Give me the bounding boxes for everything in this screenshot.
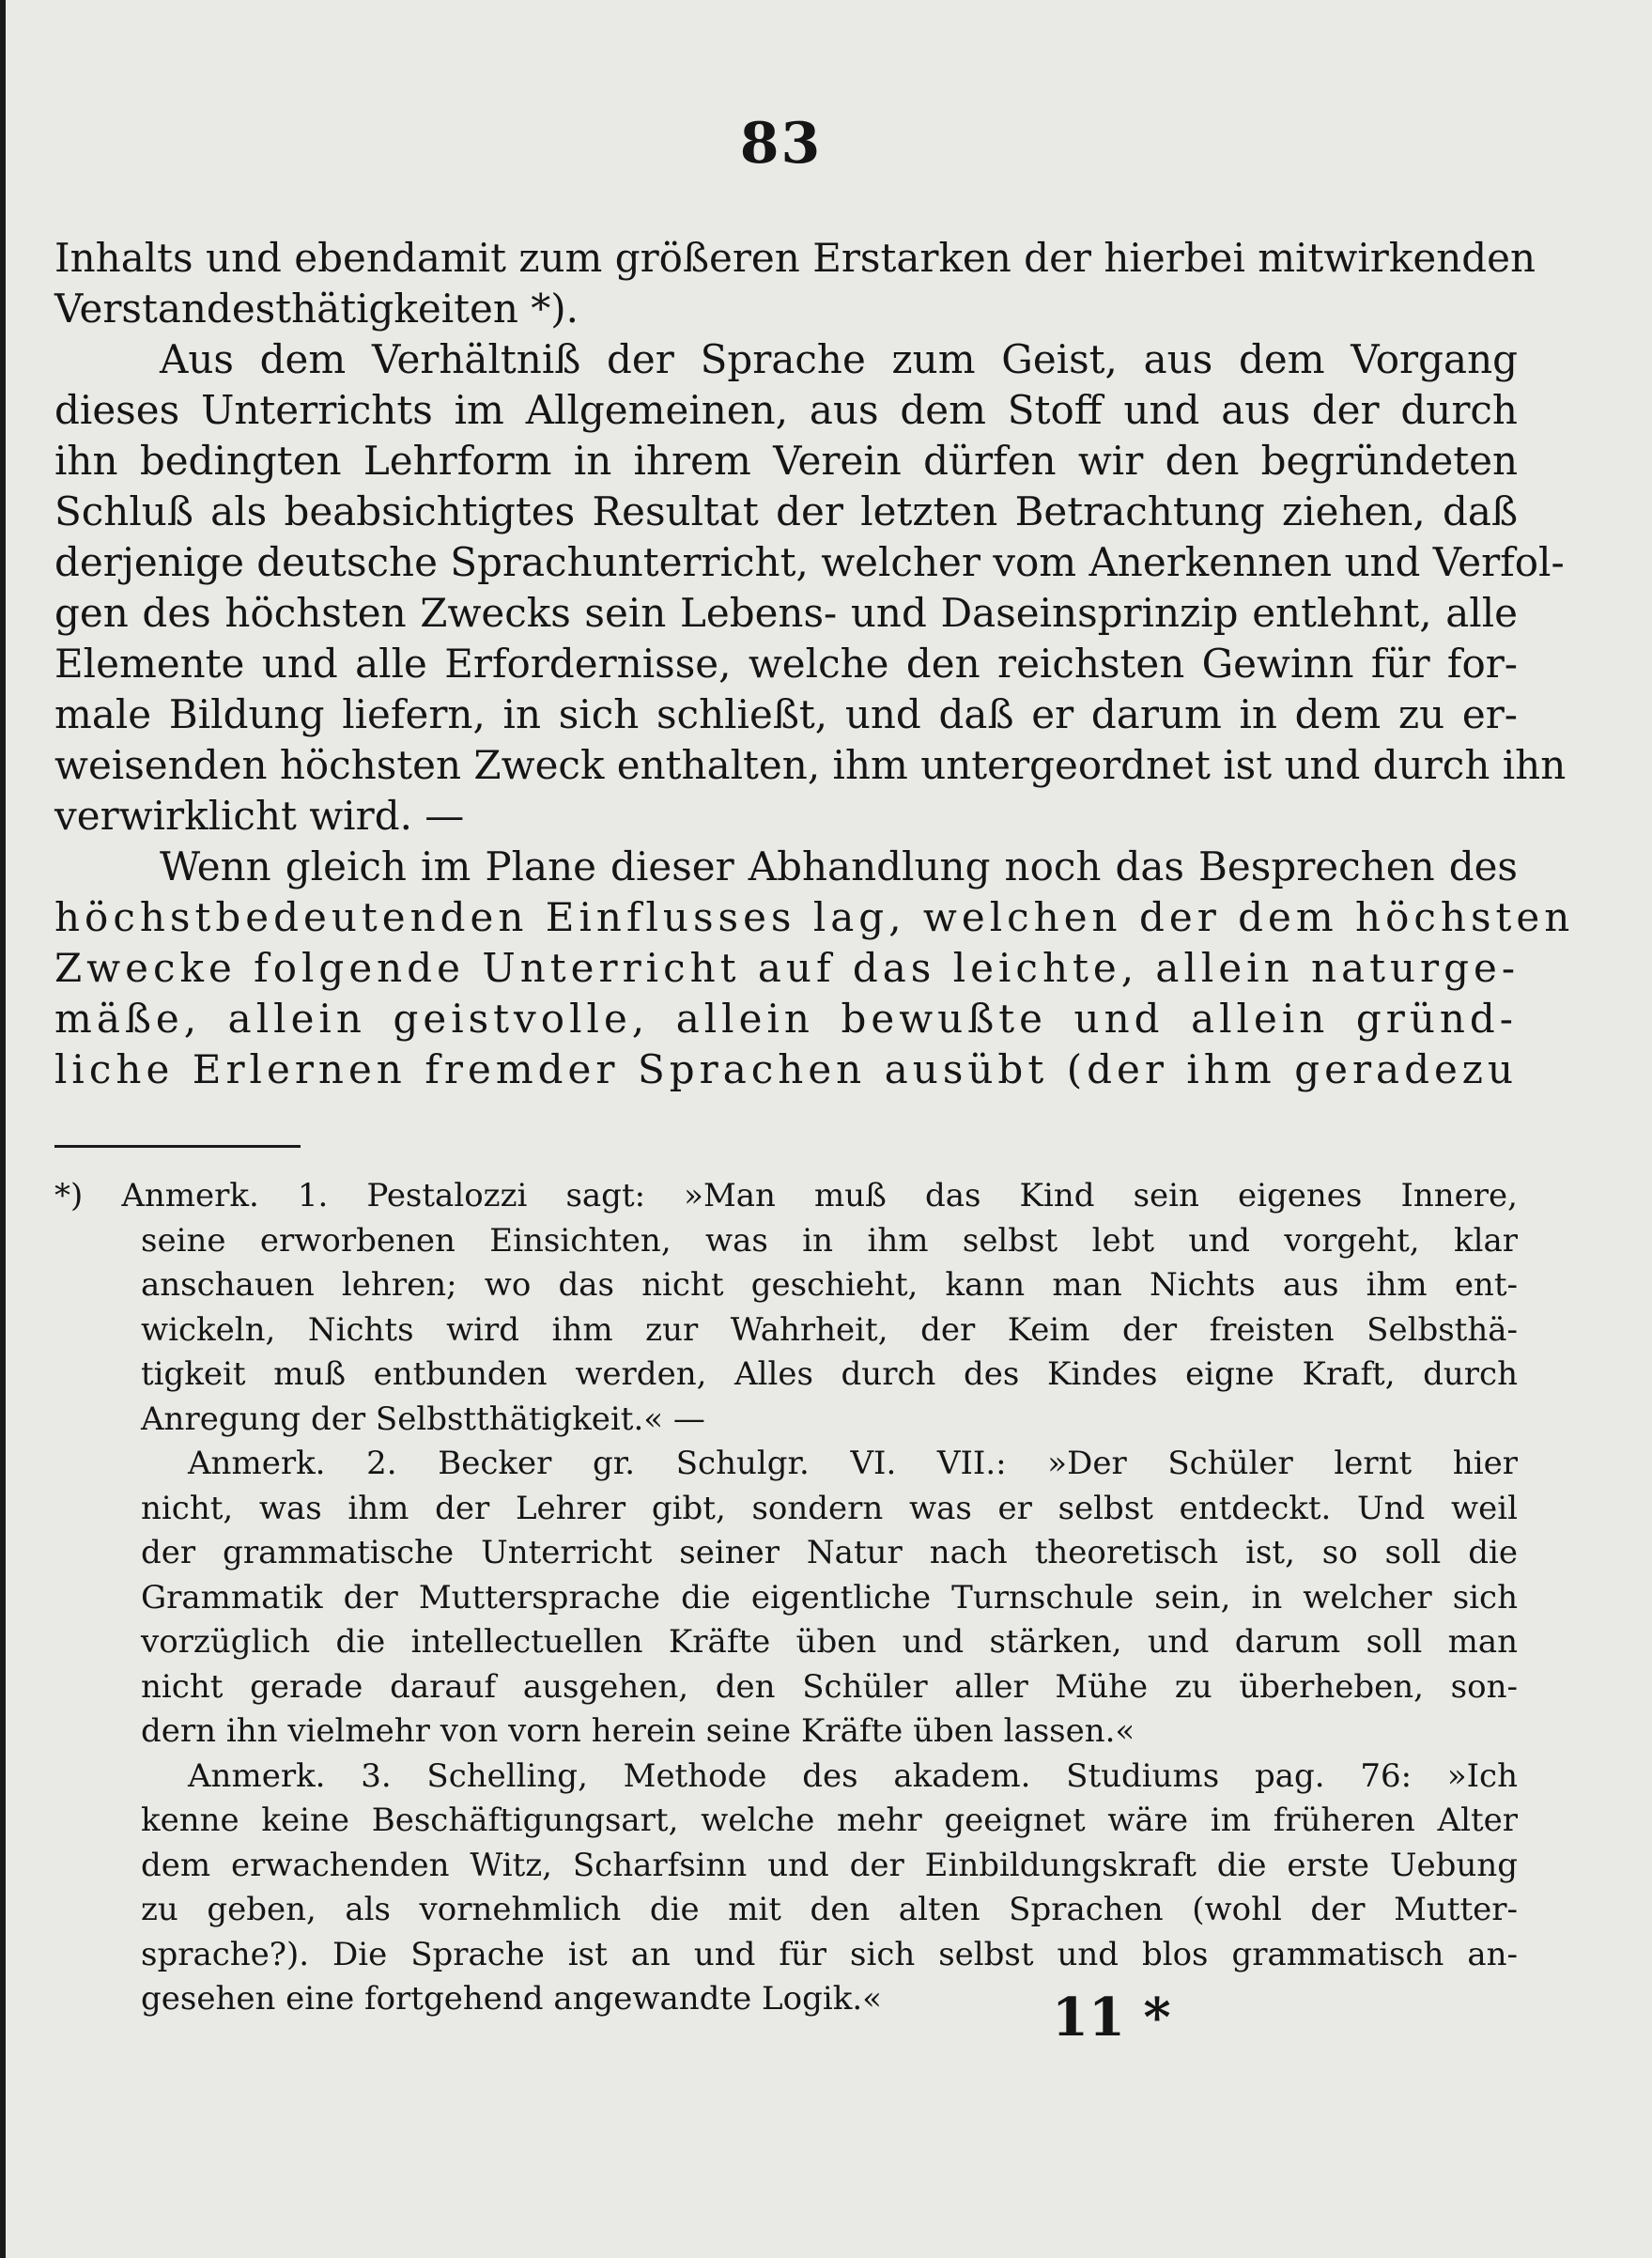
- footnote-line: nicht, was ihm der Lehrer gibt, sondern was er selbst entdeckt. Und weil: [141, 1489, 1518, 1527]
- text-line: Schluß als beabsichtigtes Resultat der letzten Betrachtung ziehen, daß: [54, 488, 1518, 534]
- text-line: Aus dem Verhältniß der Sprache zum Geist, aus dem Vorgang: [160, 336, 1518, 382]
- footnote-line: Grammatik der Muttersprache die eigentliche Turnschule sein, in welcher sich: [141, 1578, 1518, 1616]
- footnote-line: *) Anmerk. 1. Pestalozzi sagt: »Man muß das Kind sein eigenes Innere,: [54, 1177, 1518, 1214]
- footnote-line: kenne keine Beschäftigungsart, welche mehr geeignet wäre im früheren Alter: [141, 1802, 1518, 1839]
- text-line: verwirklicht wird. —: [54, 793, 465, 839]
- text-line: gen des höchsten Zwecks sein Lebens- und Daseinsprinzip entlehnt, alle: [54, 590, 1518, 636]
- text-line: Verstandesthätigkeiten *).: [54, 286, 579, 332]
- text-line: höchstbedeutenden Einflusses lag, welchen der dem höchsten: [54, 894, 1575, 940]
- text-line: weisenden höchsten Zweck enthalten, ihm untergeordnet ist und durch ihn: [54, 742, 1567, 788]
- footnote-line: anschauen lehren; wo das nicht geschieht, kann man Nichts aus ihm ent-: [141, 1266, 1518, 1304]
- footnote-line: Anregung der Selbstthätigkeit.« —: [141, 1400, 705, 1438]
- page-number: 83: [739, 111, 823, 177]
- footnote-line: sprache?). Die Sprache ist an und für sich selbst und blos grammatisch an-: [141, 1935, 1518, 1973]
- footnote-line: dern ihn vielmehr von vorn herein seine Kräfte üben lassen.«: [141, 1712, 1135, 1750]
- text-line: male Bildung liefern, in sich schließt, und daß er darum in dem zu er-: [54, 691, 1518, 737]
- footnote-divider: [54, 1145, 301, 1148]
- footnote-line: seine erworbenen Einsichten, was in ihm selbst lebt und vorgeht, klar: [141, 1221, 1518, 1260]
- footnote-line: Anmerk. 2. Becker gr. Schulgr. VI. VII.: »Der Schüler lernt hier: [188, 1445, 1518, 1482]
- footnote-line: vorzüglich die intellectuellen Kräfte üben und stärken, und darum soll man: [141, 1623, 1518, 1661]
- footnote-line: dem erwachenden Witz, Scharfsinn und der Einbildungskraft die erste Uebung: [141, 1846, 1518, 1884]
- footnotes: [54, 1174, 1518, 2022]
- page-edge-shadow: [0, 0, 6, 2258]
- text-line: Zwecke folgende Unterricht auf das leichte, allein naturge-: [54, 945, 1521, 991]
- footnote-line: zu geben, als vornehmlich die mit den alten Sprachen (wohl der Mutter-: [141, 1891, 1518, 1928]
- main-text: [54, 233, 1575, 1095]
- signature-mark: 11 *: [1052, 1987, 1171, 2049]
- footnote-line: der grammatische Unterricht seiner Natur nach theoretisch ist, so soll die: [141, 1534, 1518, 1571]
- text-line: liche Erlernen fremder Sprachen ausübt (der ihm geradezu: [54, 1046, 1518, 1092]
- footnote-line: tigkeit muß entbunden werden, Alles durch des Kindes eigne Kraft, durch: [141, 1355, 1518, 1393]
- footnote-line: wickeln, Nichts wird ihm zur Wahrheit, der Keim der freisten Selbsthä-: [141, 1310, 1518, 1349]
- text-line: Wenn gleich im Plane dieser Abhandlung noch das Besprechen des: [160, 843, 1518, 889]
- text-line: mäße, allein geistvolle, allein bewußte und allein gründ-: [54, 996, 1518, 1042]
- footnote-line: nicht gerade darauf ausgehen, den Schüler aller Mühe zu überheben, son-: [141, 1667, 1518, 1706]
- text-line: ihn bedingten Lehrform in ihrem Verein dürfen wir den begründeten: [54, 438, 1518, 484]
- footnote-line: gesehen eine fortgehend angewandte Logik.«: [141, 1980, 882, 2018]
- footnote-line: Anmerk. 3. Schelling, Methode des akadem. Studiums pag. 76: »Ich: [188, 1756, 1518, 1795]
- text-line: Inhalts und ebendamit zum größeren Erstarken der hierbei mitwirkenden: [54, 235, 1536, 281]
- text-line: Elemente und alle Erfordernisse, welche den reichsten Gewinn für for-: [54, 641, 1518, 687]
- text-line: dieses Unterrichts im Allgemeinen, aus dem Stoff und aus der durch: [54, 387, 1518, 433]
- text-line: derjenige deutsche Sprachunterricht, welcher vom Anerkennen und Verfol-: [54, 539, 1565, 585]
